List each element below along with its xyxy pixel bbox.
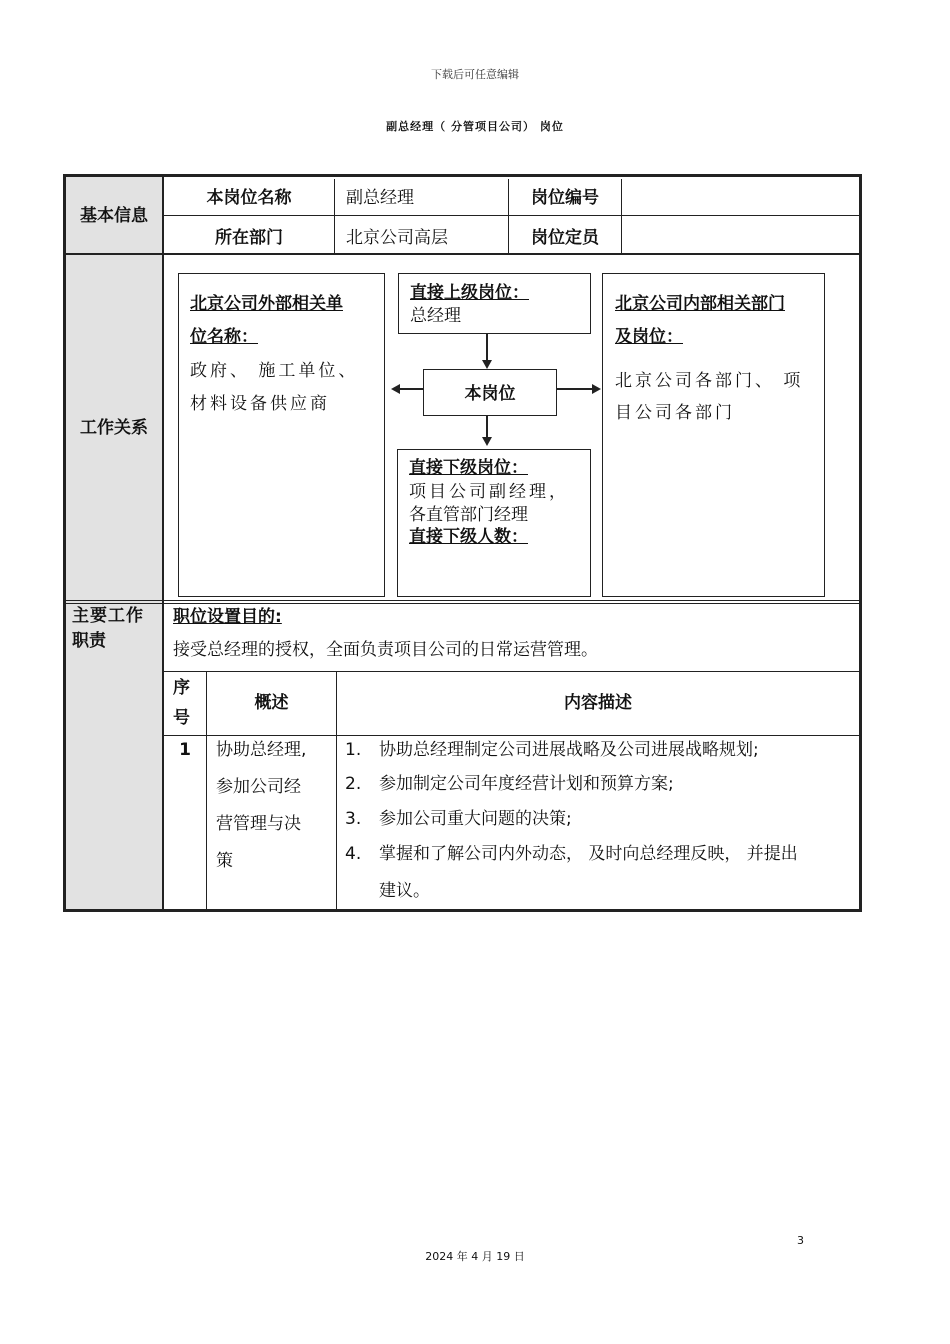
purpose-title: 职位设置目的: [173,607,282,627]
subordinate-body-line-1: 项目公司副经理， [409,482,569,502]
subordinate-body-line-2: 各直管部门经理 [409,505,528,525]
row-summary-line: 营管理与决 [216,814,301,834]
subordinate-count-label: 直接下级人数： [409,527,528,547]
item-number: 4. [345,844,362,864]
item-text: 参加公司重大问题的决策; [379,809,572,829]
external-title-line-2: 位名称： [190,327,258,347]
col-summary-header: 概述 [254,693,289,713]
col-seq-line-2: 号 [173,708,190,728]
item-number: 1. [345,740,362,760]
arrow-head-down-1 [482,360,492,369]
item-text: 协助总经理制定公司进展战略及公司进展战略规划; [379,740,759,760]
internal-relations-box [602,273,825,597]
page-number: 3 [797,1234,804,1247]
arrow-head-left [391,384,400,394]
arrow-head-down-2 [482,437,492,446]
internal-title-line-2: 及岗位： [615,327,683,347]
superior-body: 总经理 [410,306,461,326]
item-text: 掌握和了解公司内外动态， 及时向总经理反映， 并提出 [379,844,798,864]
purpose-text: 接受总经理的授权，全面负责项目公司的日常运营管理。 [173,640,598,660]
arrow-self-to-internal [557,388,592,390]
position-name-value: 副总经理 [346,188,414,208]
department-label: 所在部门 [215,228,283,248]
arrow-superior-to-self [486,334,488,360]
position-code-label: 岗位编号 [531,188,599,208]
arrow-head-right [592,384,601,394]
item-number: 2. [345,774,362,794]
item-text: 参加制定公司年度经营计划和预算方案; [379,774,674,794]
section-label-column [66,177,163,909]
internal-title-line-1: 北京公司内部相关部门 [615,294,785,314]
arrow-self-to-subordinate [486,416,488,438]
external-title-line-1: 北京公司外部相关单 [190,294,343,314]
item-text-continued: 建议。 [379,881,430,901]
position-name-label: 本岗位名称 [206,188,292,208]
row-seq: 1 [179,740,191,760]
page-date: 2024 年 4 月 19 日 [425,1250,525,1263]
superior-title: 直接上级岗位： [410,283,529,303]
document-title: 副总经理（ 分管项目公司） 岗位 [386,120,564,133]
section-basic-info: 基本信息 [80,206,148,226]
row-summary-line: 参加公司经 [216,777,301,797]
external-body-line-1: 政府、 施工单位、 [190,361,359,381]
internal-body-line-2: 目公司各部门 [615,403,735,423]
self-position-label: 本岗位 [464,384,516,404]
section-duties-line-2: 职责 [72,631,106,651]
col-content-header: 内容描述 [564,693,632,713]
header-note: 下载后可任意编辑 [431,68,519,81]
internal-body-line-1: 北京公司各部门、 项 [615,371,804,391]
headcount-label: 岗位定员 [531,228,599,248]
subordinate-title: 直接下级岗位： [409,458,528,478]
item-number: 3. [345,809,362,829]
arrow-self-to-external [400,388,423,390]
section-work-relations: 工作关系 [80,418,148,438]
external-relations-box [178,273,385,597]
row-summary-line: 策 [216,851,233,871]
external-body-line-2: 材料设备供应商 [190,394,330,414]
section-duties-line-1: 主要工作 [72,606,144,626]
col-seq-line-1: 序 [173,678,190,698]
department-value: 北京公司高层 [346,228,448,248]
row-summary-line: 协助总经理, [216,740,307,760]
